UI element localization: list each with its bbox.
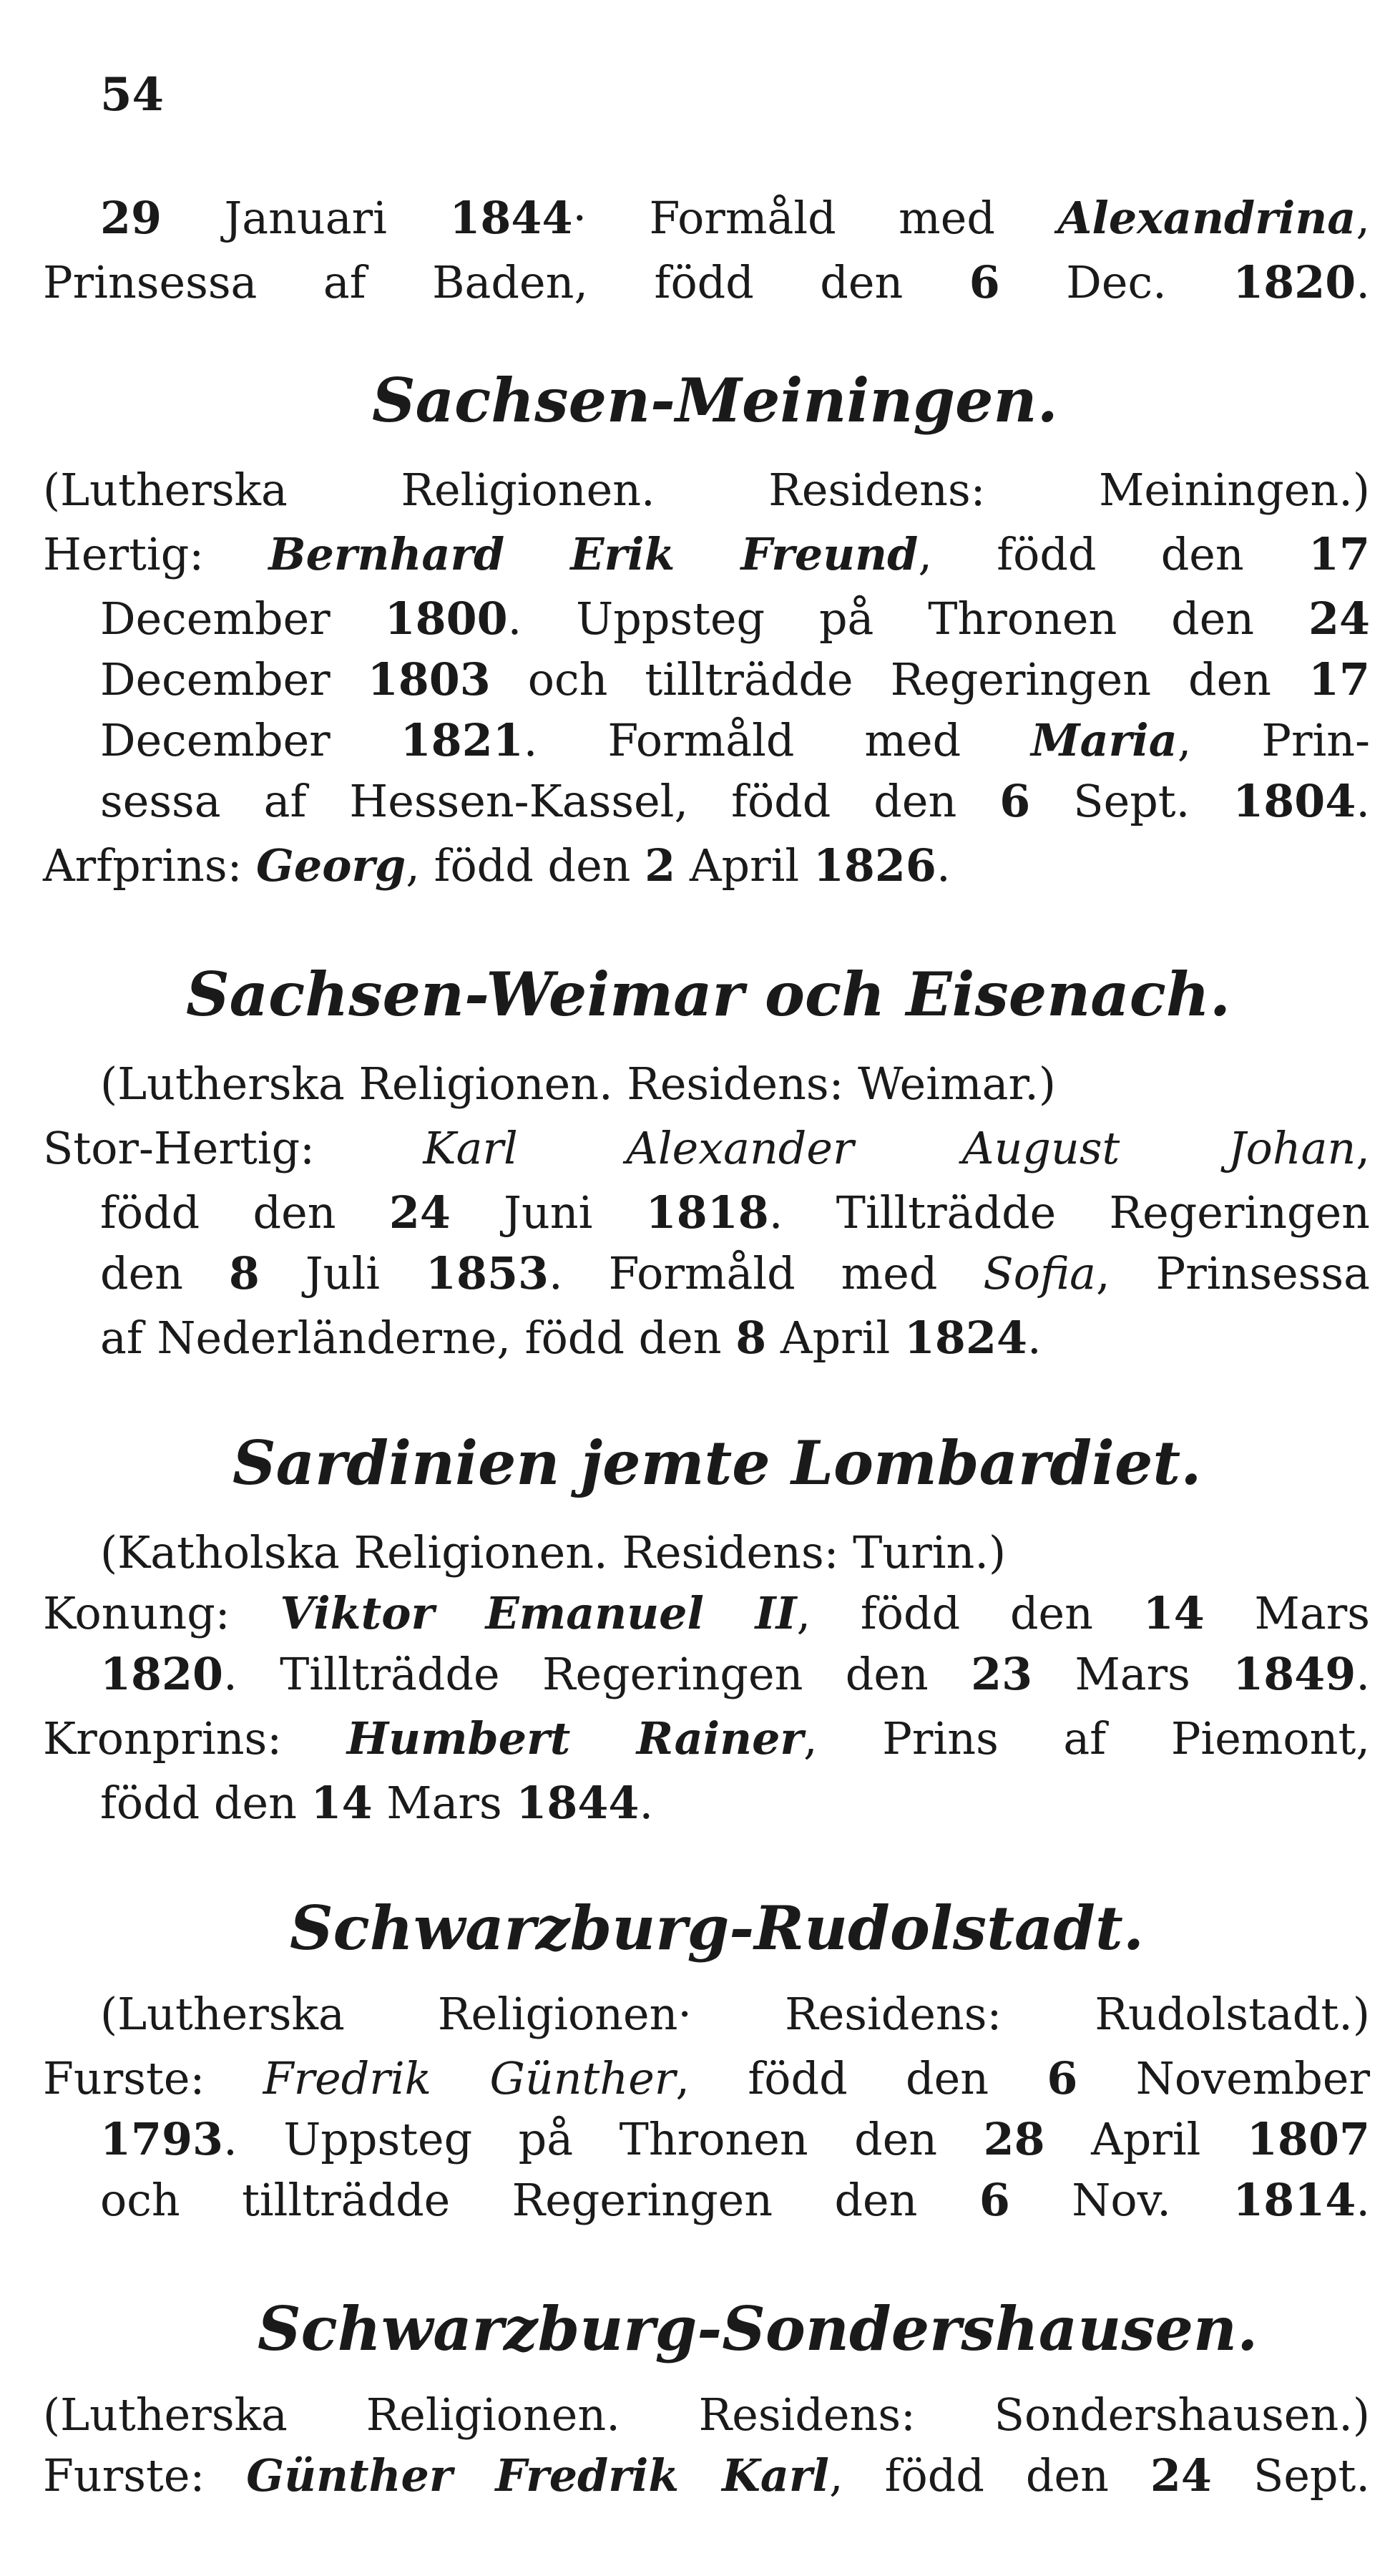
text-line (100, 1055, 1370, 1113)
text-run: 6 (969, 256, 1000, 308)
text-line (43, 462, 1370, 519)
text-run: . (936, 839, 951, 892)
text-line (100, 2111, 1370, 2168)
text-run: , född den (918, 528, 1308, 580)
text-run: Bernhard Erik Freund (268, 528, 919, 580)
text-run: Günther Fredrik Karl (246, 2449, 829, 2502)
text-run: 1820 (1233, 256, 1356, 308)
text-run: 17 (1308, 653, 1370, 706)
text-run: . Tillträdde Regeringen den (223, 1648, 971, 1700)
text-run: , född den (796, 1587, 1143, 1639)
text-run: 14 (1142, 1587, 1205, 1639)
text-run: Hertig: (43, 528, 269, 580)
text-line (100, 1184, 1370, 1241)
text-run: . Formåld med (549, 1247, 984, 1299)
section-heading: Sardinien jemte Lombardiet. (232, 1428, 1202, 1498)
text-line (100, 1245, 1370, 1302)
text-run: 1849 (1233, 1648, 1356, 1700)
text-run: och tillträdde Regeringen den (100, 2174, 979, 2226)
text-run: Sept. (1211, 2449, 1370, 2502)
text-run: 1826 (813, 839, 936, 892)
text-run: 1844 (516, 1777, 640, 1829)
text-run: 6 (979, 2174, 1010, 2226)
text-run: Nov. (1009, 2174, 1233, 2226)
text-run: , född den (675, 2052, 1047, 2104)
text-run: 1807 (1246, 2113, 1370, 2165)
text-run: född den (100, 1777, 311, 1829)
text-run: Mars (372, 1777, 517, 1829)
text-run: 23 (971, 1648, 1033, 1700)
text-run: 1814 (1233, 2174, 1356, 2226)
section-heading: Sachsen-Meiningen. (372, 365, 1058, 436)
text-run: , Prins af Piemont, (803, 1712, 1370, 1765)
text-line (43, 2447, 1370, 2504)
text-run: 1820 (100, 1648, 224, 1700)
text-line (100, 1986, 1370, 2043)
text-line (43, 2386, 1370, 2444)
text-run: April (766, 1312, 904, 1364)
text-line (100, 190, 1370, 247)
text-run: 1818 (645, 1186, 769, 1239)
text-run: Mars (1204, 1587, 1371, 1639)
text-run: Sept. (1030, 775, 1233, 827)
text-run: · Formåld med (572, 192, 1058, 244)
text-run: (Lutherska Religionen· Residens: Rudolstadt.) (100, 1988, 1370, 2040)
text-run: . Uppsteg på Thronen den (223, 2113, 984, 2165)
text-run: och tillträdde Regeringen den (490, 653, 1308, 706)
text-run: April (1044, 2113, 1247, 2165)
text-run: Viktor Emanuel II (280, 1587, 797, 1639)
text-run: 2 (645, 839, 676, 892)
text-run: . (1356, 256, 1370, 308)
text-run: . (1027, 1312, 1042, 1364)
text-run: (Lutherska Religionen. Residens: Meiningen.) (43, 464, 1370, 516)
text-run: (Katholska Religionen. Residens: Turin.) (100, 1526, 1007, 1579)
text-run: född den (100, 1186, 389, 1239)
section-heading: Schwarzburg-Rudolstadt. (290, 1893, 1145, 1963)
text-run: 6 (999, 775, 1031, 827)
text-run: 1800 (384, 592, 508, 645)
text-run: Georg (256, 839, 406, 892)
page-number: 54 (100, 68, 165, 122)
text-line (100, 773, 1370, 830)
text-line (43, 526, 1370, 583)
text-run: 1793 (100, 2113, 224, 2165)
text-run: 24 (1308, 592, 1370, 645)
text-run: December (100, 653, 368, 706)
text-line (43, 1120, 1370, 1177)
text-run: 24 (388, 1186, 451, 1239)
text-line (43, 1710, 1370, 1767)
text-run: . Formåld med (523, 714, 1032, 766)
text-run: . (1356, 1648, 1370, 1700)
text-run: 8 (228, 1247, 260, 1299)
text-run: Kronprins: (43, 1712, 347, 1765)
text-line (100, 1646, 1370, 1703)
text-run: den (100, 1247, 229, 1299)
text-run: 29 (100, 192, 162, 244)
text-run: Mars (1032, 1648, 1233, 1700)
text-run: Dec. (999, 256, 1233, 308)
text-run: . (639, 1777, 654, 1829)
text-run: Karl Alexander August Johan (423, 1122, 1356, 1174)
text-line (43, 1585, 1370, 1642)
text-run: . (1356, 775, 1370, 827)
text-line (43, 254, 1370, 311)
text-run: December (100, 714, 401, 766)
text-run: 1804 (1233, 775, 1356, 827)
text-run: , född den (828, 2449, 1150, 2502)
text-run: 1844 (449, 192, 573, 244)
text-run: 24 (1150, 2449, 1212, 2502)
text-run: 28 (983, 2113, 1045, 2165)
text-run: , Prinsessa (1096, 1247, 1371, 1299)
text-run: 14 (310, 1777, 373, 1829)
text-line (100, 2172, 1370, 2229)
text-run: Fredrik Günther (263, 2052, 676, 2104)
text-run: December (100, 592, 385, 645)
text-run: (Lutherska Religionen. Residens: Sondershausen.) (43, 2389, 1370, 2441)
text-run: Humbert Rainer (346, 1712, 804, 1765)
text-run: April (675, 839, 813, 892)
text-run: , (1356, 192, 1370, 244)
text-run: . (1356, 2174, 1370, 2226)
text-run: November (1077, 2052, 1371, 2104)
text-run: 1821 (400, 714, 524, 766)
text-run: Januari (162, 192, 450, 244)
text-run: 8 (735, 1312, 767, 1364)
text-run: 1824 (904, 1312, 1027, 1364)
text-run: 17 (1308, 528, 1370, 580)
text-run: Maria (1031, 714, 1178, 766)
text-run: Alexandrina (1057, 192, 1356, 244)
text-run: Stor-Hertig: (43, 1122, 424, 1174)
text-run: Sofia (983, 1247, 1097, 1299)
text-line (43, 837, 1370, 894)
text-run: . Tillträdde Regeringen (768, 1186, 1370, 1239)
text-line (100, 1309, 1370, 1367)
text-run: Prinsessa af Baden, född den (43, 256, 969, 308)
section-heading: Schwarzburg-Sondershausen. (258, 2293, 1258, 2364)
text-line (100, 712, 1370, 769)
text-run: sessa af Hessen-Kassel, född den (100, 775, 1000, 827)
text-run: Konung: (43, 1587, 280, 1639)
text-line (43, 2050, 1370, 2107)
text-run: 1803 (367, 653, 491, 706)
text-line (100, 1775, 1370, 1832)
text-run: , Prin- (1177, 714, 1370, 766)
text-run: , född den (406, 839, 645, 892)
text-line (100, 1524, 1370, 1581)
text-run: Arfprins: (43, 839, 257, 892)
text-run: 6 (1047, 2052, 1078, 2104)
text-run: af Nederländerne, född den (100, 1312, 736, 1364)
text-run: Juli (259, 1247, 426, 1299)
text-run: (Lutherska Religionen. Residens: Weimar.) (100, 1058, 1057, 1110)
text-run: Furste: (43, 2052, 263, 2104)
text-run: Furste: (43, 2449, 247, 2502)
text-run: 1853 (425, 1247, 549, 1299)
text-run: , (1356, 1122, 1370, 1174)
text-line (100, 590, 1370, 648)
text-run: . Uppsteg på Thronen den (507, 592, 1308, 645)
text-run: Juni (450, 1186, 646, 1239)
section-heading: Sachsen-Weimar och Eisenach. (186, 959, 1231, 1030)
text-line (100, 651, 1370, 708)
